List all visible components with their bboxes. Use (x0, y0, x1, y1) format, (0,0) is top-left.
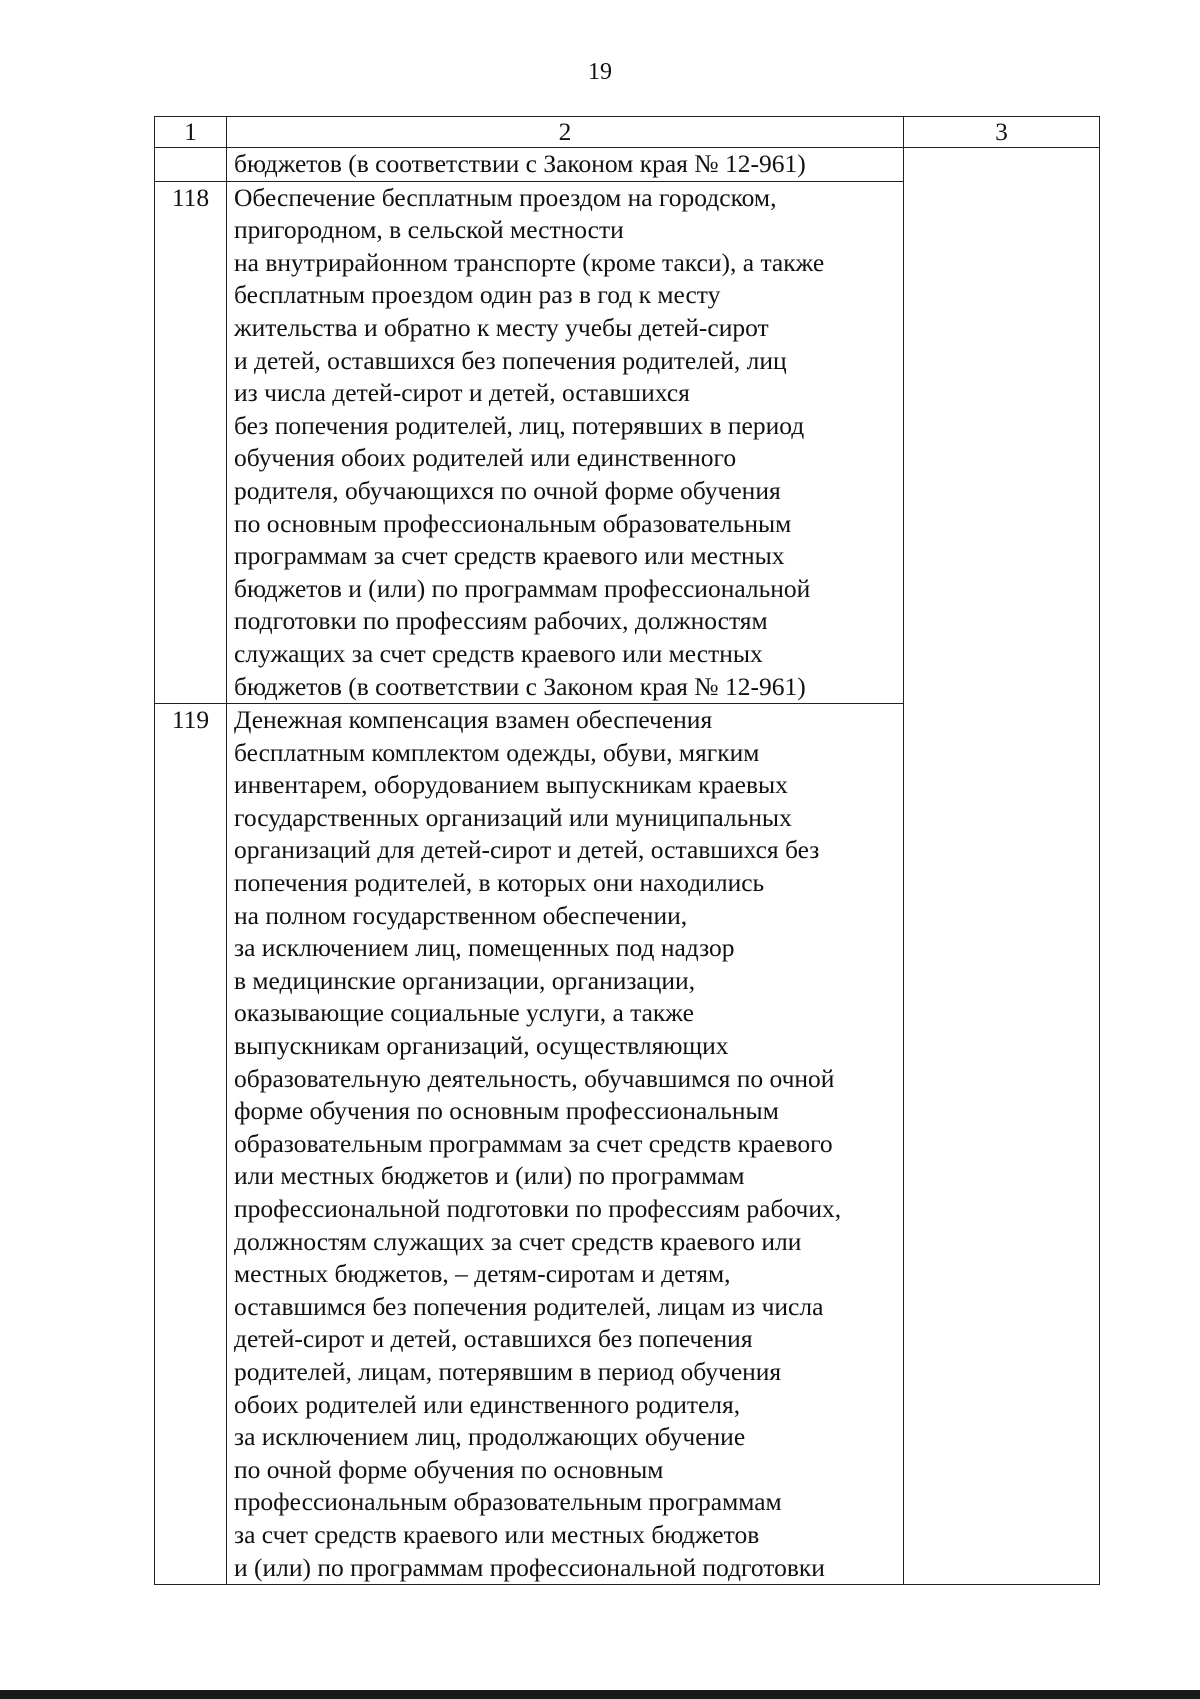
table-row (155, 704, 1100, 1585)
text-line: Обеспечение бесплатным проездом на городском, (234, 182, 777, 212)
text-line: на внутрирайонном транспорте (кроме такси), а также (234, 247, 825, 277)
text-line: за счет средств краевого или местных бюджетов (234, 1519, 760, 1549)
text-line: или местных бюджетов и (или) по программам (234, 1161, 745, 1191)
text-line: бюджетов (в соответствии с Законом края № 12-961) (234, 671, 806, 701)
scan-edge-bar (0, 1690, 1200, 1699)
text-line: профессиональной подготовки по профессиям рабочих, (234, 1194, 842, 1223)
row-number-cell (155, 148, 227, 182)
column-header-1: 1 (155, 117, 227, 148)
text-line: на полном государственном обеспечении, (234, 900, 688, 930)
text-line: профессиональным образовательным программам (234, 1487, 782, 1517)
text-line: попечения родителей, в которых они находились (234, 868, 765, 898)
text-line: обучения обоих родителей или единственного (234, 443, 737, 473)
page-number: 19 (588, 59, 612, 85)
text-line: служащих за счет средств краевого или местных (234, 638, 763, 668)
text-line: должностям служащих за счет средств краевого или (234, 1226, 802, 1256)
text-line: по очной форме обучения по основным (234, 1454, 664, 1484)
text-line: организаций для детей-сирот и детей, оставшихся без (234, 835, 820, 865)
row-text-cell (227, 181, 904, 704)
text-line: и (или) по программам профессиональной подготовки (234, 1552, 825, 1582)
text-line: государственных организаций или муниципальных (234, 802, 792, 832)
row-number-cell: 118 (155, 181, 227, 704)
text-line: бюджетов (в соответствии с Законом края № 12-961) (234, 149, 806, 178)
text-line: и детей, оставшихся без попечения родителей, лиц (234, 345, 787, 375)
text-line: из числа детей-сирот и детей, оставшихся (234, 378, 690, 408)
text-line: в медицинские организации, организации, (234, 965, 696, 995)
text-line: бесплатным комплектом одежды, обуви, мягким (234, 737, 760, 767)
text-line: выпускникам организаций, осуществляющих (234, 1031, 729, 1061)
text-line: детей-сирот и детей, оставшихся без попечения (234, 1324, 753, 1354)
column-header-2: 2 (227, 117, 904, 148)
text-line: пригородном, в сельской местности (234, 215, 624, 245)
table-row (155, 148, 1100, 182)
row-text-cell (227, 704, 904, 1585)
table-header-row (155, 117, 1100, 148)
column-header-3: 3 (904, 117, 1100, 148)
text-line: за исключением лиц, продолжающих обучение (234, 1422, 746, 1452)
text-line: без попечения родителей, лиц, потерявших в период (234, 410, 805, 440)
text-line: Денежная компенсация взамен обеспечения (234, 705, 713, 735)
row-number-cell: 119 (155, 704, 227, 1585)
text-line: инвентарем, оборудованием выпускникам краевых (234, 770, 788, 800)
text-line: оказывающие социальные услуги, а также (234, 998, 694, 1028)
row-text-cell (227, 148, 904, 182)
column-3-cell (904, 148, 1100, 182)
text-line: родителя, обучающихся по очной форме обучения (234, 475, 781, 505)
text-line: родителей, лицам, потерявшим в период обучения (234, 1356, 782, 1386)
text-line: обоих родителей или единственного родителя, (234, 1389, 741, 1419)
text-line: по основным профессиональным образовательным (234, 508, 792, 538)
column-3-cell (904, 704, 1100, 1585)
text-line: форме обучения по основным профессиональным (234, 1096, 779, 1126)
table-row (155, 181, 1100, 704)
text-line: бесплатным проездом один раз в год к месту (234, 280, 721, 310)
text-line: подготовки по профессиям рабочих, должностям (234, 606, 768, 636)
text-line: за исключением лиц, помещенных под надзор (234, 933, 735, 963)
text-line: программам за счет средств краевого или местных (234, 541, 785, 571)
text-line: оставшимся без попечения родителей, лицам из числа (234, 1291, 824, 1321)
column-3-cell (904, 181, 1100, 704)
text-line: бюджетов и (или) по программам профессиональной (234, 573, 811, 603)
document-table (154, 116, 1100, 1585)
text-line: жительства и обратно к месту учебы детей-сирот (234, 312, 769, 342)
text-line: местных бюджетов, – детям-сиротам и детям, (234, 1259, 731, 1289)
text-line: образовательным программам за счет средств краевого (234, 1128, 833, 1158)
text-line: образовательную деятельность, обучавшимся по очной (234, 1063, 835, 1093)
